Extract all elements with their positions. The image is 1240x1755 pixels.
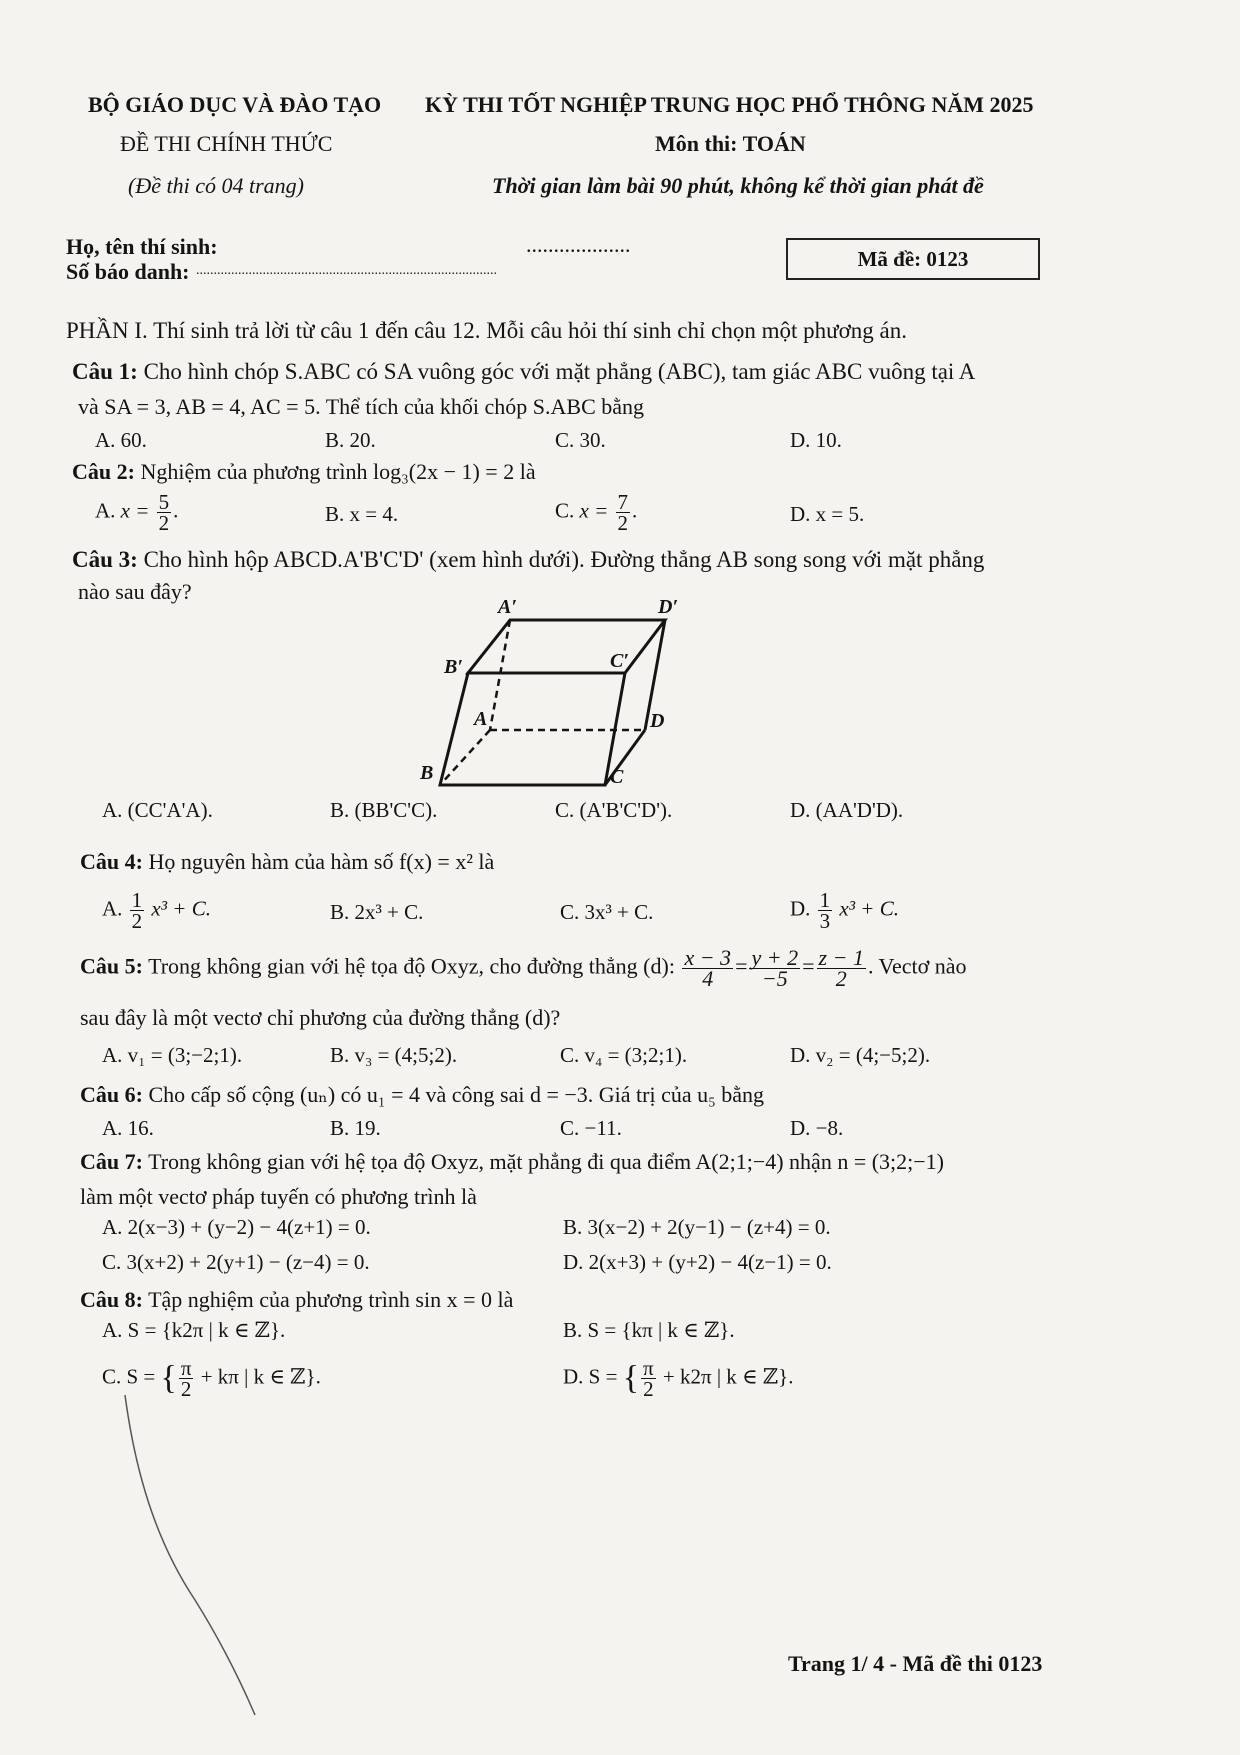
q7-option-d: D. 2(x+3) + (y+2) − 4(z−1) = 0. (563, 1250, 832, 1274)
q1-option-c: C. 30. (555, 428, 606, 452)
option-prefix: C. S = (102, 1364, 156, 1389)
question-3-line2: nào sau đây? (78, 579, 192, 604)
option-expr: + kπ | k ∈ ℤ}. (200, 1364, 321, 1389)
option-letter: D. (790, 896, 811, 921)
vertex-A: A (474, 708, 488, 730)
question-text: Cho hình hộp ABCD.A'B'C'D' (xem hình dưới). Đường thẳng AB song song với mặt phẳng (143, 547, 985, 572)
fraction-denominator: 2 (643, 1377, 654, 1401)
question-1-line2: và SA = 3, AB = 4, AC = 5. Thể tích của khối chóp S.ABC bằng (78, 394, 645, 419)
question-3 (72, 546, 984, 574)
q3-option-d: D. (AA'D'D). (790, 798, 904, 822)
fraction-numerator: 5 (158, 490, 170, 514)
subject: Môn thi: TOÁN (655, 131, 806, 156)
question-label: Câu 8: (80, 1287, 143, 1312)
question-text: Họ nguyên hàm của hàm số f(x) = x² là (148, 849, 495, 874)
q2-option-c: C. x = $\frac{7}{2}$ . (555, 490, 638, 535)
parallelepiped-figure (410, 595, 700, 795)
question-label: Câu 1: (72, 359, 138, 384)
option-letter: A. (95, 498, 116, 523)
question-text: Trong không gian với hệ tọa độ Oxyz, cho đường thẳng (d): (148, 953, 675, 979)
q5-option-c: C. v₄ = (3;2;1). (560, 1043, 688, 1067)
option-var: x = (579, 498, 609, 523)
question-label: Câu 4: (80, 849, 143, 874)
question-label: Câu 3: (72, 547, 138, 572)
q5-option-b: B. v₃ = (4;5;2). (330, 1043, 458, 1067)
fraction-denominator: −5 (761, 966, 788, 991)
q4-option-c: C. 3x³ + C. (560, 900, 654, 924)
exam-type: ĐỀ THI CHÍNH THỨC (120, 131, 333, 156)
question-text: Cho hình chóp S.ABC có SA vuông góc với mặt phẳng (ABC), tam giác ABC vuông tại A (143, 359, 976, 384)
question-text: Nghiệm của phương trình log₃(2x − 1) = 2 là (140, 459, 536, 484)
vertex-C1: C′ (610, 650, 629, 672)
fraction-numerator: π (180, 1356, 192, 1380)
vertex-B1: B′ (444, 656, 463, 678)
question-text: Tập nghiệm của phương trình sin x = 0 là (148, 1287, 514, 1312)
pencil-mark (115, 1390, 265, 1720)
q3-option-a: A. (CC'A'A). (102, 798, 213, 822)
fraction-denominator: 4 (702, 966, 714, 991)
vertex-D1: D′ (658, 596, 679, 618)
candidate-id-dots: ...................................................................................... (196, 263, 497, 278)
q5-option-a: A. v₁ = (3;−2;1). (102, 1043, 243, 1067)
q7-option-b: B. 3(x−2) + 2(y−1) − (z+4) = 0. (563, 1215, 831, 1239)
ministry-name: BỘ GIÁO DỤC VÀ ĐÀO TẠO (88, 92, 382, 117)
fraction-numerator: z − 1 (818, 945, 864, 970)
question-text-tail: . Vectơ nào (867, 953, 967, 979)
candidate-name-label: Họ, tên thí sinh: (66, 234, 218, 259)
fraction-numerator: x − 3 (684, 945, 732, 970)
fraction-numerator: 1 (819, 888, 831, 912)
fraction-denominator: 2 (131, 909, 143, 933)
q8-option-a: A. S = {k2π | k ∈ ℤ}. (102, 1318, 286, 1342)
q2-option-a: A. x = $\frac{5}{2}$ . (95, 490, 179, 535)
q4-option-d (790, 890, 899, 931)
hidden-edge-aa1 (490, 620, 510, 730)
q1-option-a: A. 60. (95, 428, 147, 452)
fraction-denominator: 2 (158, 511, 170, 535)
question-5: Câu 5: Trong không gian với hệ tọa độ Oxyz, cho đường thẳng (d): $\frac{x - 3}{4}$ = $\frac{y + 2}{-5}$ = $\frac{z - 1}{2}$ . Vectơ nào (80, 945, 967, 991)
q7-option-a: A. 2(x−3) + (y−2) − 4(z+1) = 0. (102, 1215, 371, 1239)
option-expr: x³ + C. (839, 896, 899, 921)
option-expr: + k2π | k ∈ ℤ}. (662, 1364, 794, 1389)
vertex-A1: A′ (498, 596, 517, 618)
question-5-line2: sau đây là một vectơ chỉ phương của đường thẳng (d)? (80, 1005, 561, 1030)
question-6 (80, 1081, 764, 1109)
q2-option-d: D. x = 5. (790, 502, 865, 526)
question-8 (80, 1286, 513, 1314)
question-7-line2: làm một vectơ pháp tuyến có phương trình là (80, 1184, 477, 1209)
q8-option-d: D. S = { $\frac{\pi}{2}$ + k2π | k ∈ ℤ}. (563, 1356, 794, 1401)
vertex-D: D (650, 710, 665, 732)
vertex-C: C (610, 766, 624, 788)
top-face (468, 620, 665, 673)
q6-option-b: B. 19. (330, 1116, 381, 1140)
fraction-numerator: y + 2 (751, 945, 799, 970)
exam-time: Thời gian làm bài 90 phút, không kể thời gian phát đề (492, 173, 984, 198)
option-letter: A. (102, 896, 123, 921)
vertex-B: B (420, 762, 434, 784)
fraction-numerator: 1 (131, 888, 143, 912)
option-letter: C. (555, 498, 575, 523)
fraction-numerator: 7 (617, 490, 629, 514)
candidate-id-label: Số báo danh: (66, 259, 190, 284)
fraction-denominator: 2 (617, 511, 629, 535)
q6-option-d: D. −8. (790, 1116, 844, 1140)
q7-option-c: C. 3(x+2) + 2(y+1) − (z−4) = 0. (102, 1250, 370, 1274)
q6-option-c: C. −11. (560, 1116, 622, 1140)
exam-code-box: Mã đề: 0123 (786, 238, 1040, 280)
q8-option-c: C. S = { $\frac{\pi}{2}$ + kπ | k ∈ ℤ}. (102, 1356, 321, 1401)
exam-title: KỲ THI TỐT NGHIỆP TRUNG HỌC PHỔ THÔNG NĂM 2025 (425, 92, 1034, 117)
option-var: x = (120, 498, 150, 523)
q8-option-b: B. S = {kπ | k ∈ ℤ}. (563, 1318, 735, 1342)
q2-option-b: B. x = 4. (325, 502, 399, 526)
page-footer: Trang 1/ 4 - Mã đề thi 0123 (788, 1651, 1043, 1676)
q6-option-a: A. 16. (102, 1116, 154, 1140)
question-text: Trong không gian với hệ tọa độ Oxyz, mặt phẳng đi qua điểm A(2;1;−4) nhận n = (3;2;−1) (148, 1149, 945, 1174)
candidate-name-dots: ................... (526, 232, 631, 257)
fraction-denominator: 2 (835, 966, 847, 991)
fraction-numerator: π (643, 1356, 654, 1380)
question-label: Câu 2: (72, 459, 135, 484)
q3-option-b: B. (BB'C'C). (330, 798, 438, 822)
question-label: Câu 6: (80, 1082, 143, 1107)
question-1 (72, 358, 975, 386)
question-2 (72, 458, 536, 486)
question-4 (80, 848, 494, 876)
question-7 (80, 1148, 944, 1176)
part1-instructions: PHẦN I. Thí sinh trả lời từ câu 1 đến câu 12. Mỗi câu hỏi thí sinh chỉ chọn một phương án. (66, 318, 907, 343)
question-label: Câu 7: (80, 1149, 143, 1174)
pages-note: (Đề thi có 04 trang) (128, 173, 304, 198)
q5-option-d: D. v₂ = (4;−5;2). (790, 1043, 931, 1067)
q4-option-a (102, 890, 211, 931)
q1-option-b: B. 20. (325, 428, 376, 452)
fraction-denominator: 3 (819, 909, 831, 933)
question-label: Câu 5: (80, 953, 143, 979)
fraction-denominator: 2 (180, 1377, 192, 1401)
option-prefix: D. S = (563, 1364, 618, 1389)
option-expr: x³ + C. (151, 896, 211, 921)
q4-option-b: B. 2x³ + C. (330, 900, 424, 924)
question-text: Cho cấp số cộng (uₙ) có u₁ = 4 và công sai d = −3. Giá trị của u₅ bằng (148, 1082, 765, 1107)
q1-option-d: D. 10. (790, 428, 842, 452)
q3-option-c: C. (A'B'C'D'). (555, 798, 673, 822)
